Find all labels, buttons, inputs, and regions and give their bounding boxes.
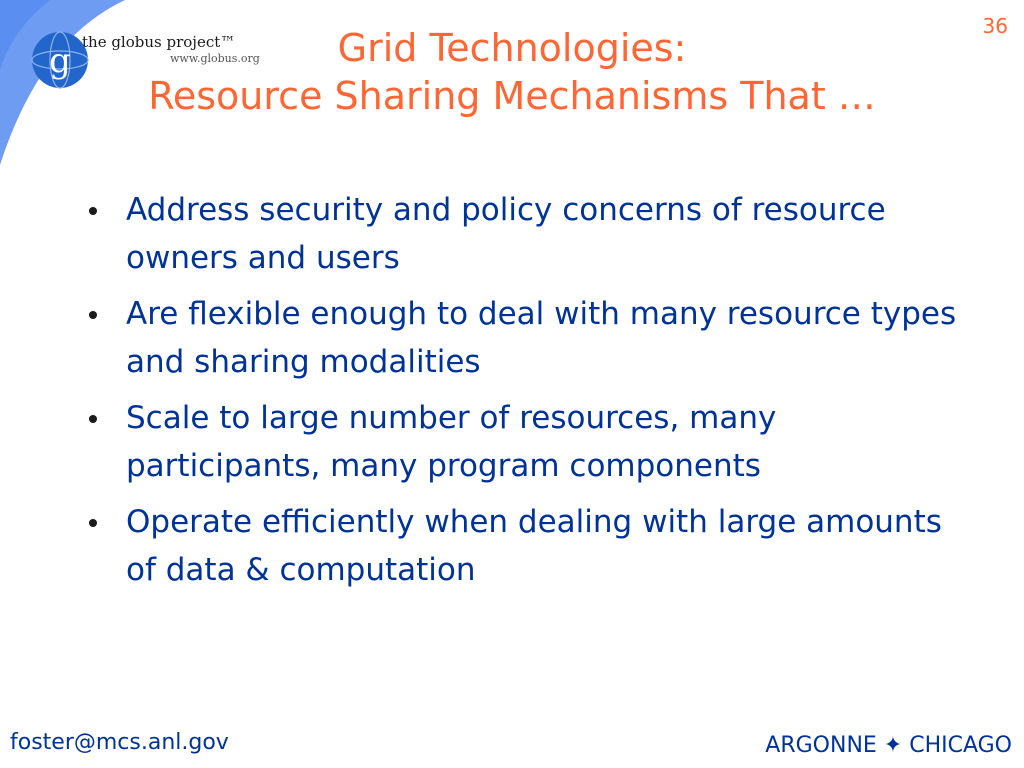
logo-name: the globus project™ [82, 33, 236, 51]
bullet-dot-icon [89, 519, 97, 527]
bullet-text: Scale to large number of resources, many participants, many program components [126, 400, 777, 484]
bullet-text: Address security and policy concerns of resource owners and users [126, 192, 886, 276]
bullet-text: Are flexible enough to deal with many resource types and sharing modalities [126, 296, 957, 380]
slide-number: 36 [982, 14, 1008, 38]
title-line-1: Grid Technologies: [337, 26, 687, 70]
bullet-item [86, 290, 966, 386]
bullet-dot-icon [89, 415, 97, 423]
slide-title [0, 24, 1024, 120]
title-line-2: Resource Sharing Mechanisms That … [148, 74, 876, 118]
bullet-text: Operate efficiently when dealing with large amounts of data & computation [126, 504, 942, 588]
logo-letter: g [49, 41, 71, 81]
bullet-dot-icon [89, 207, 97, 215]
bullet-list [86, 186, 966, 602]
bullet-item [86, 186, 966, 282]
bullet-item [86, 498, 966, 594]
footer-orgs: ARGONNE ✦ CHICAGO [765, 733, 1012, 758]
bullet-dot-icon [89, 311, 97, 319]
footer-email: foster@mcs.anl.gov [10, 730, 229, 755]
bullet-item [86, 394, 966, 490]
logo-url: www.globus.org [170, 52, 260, 65]
